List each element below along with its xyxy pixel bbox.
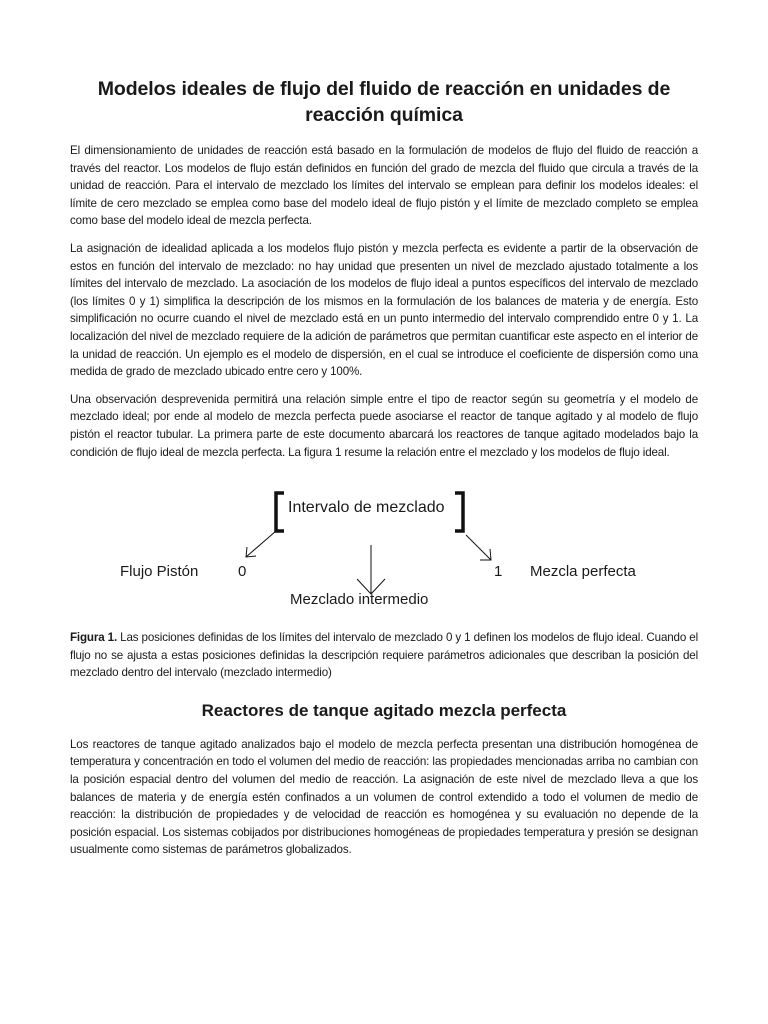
one-label: 1 xyxy=(494,563,503,581)
arrow-to-intermediate xyxy=(357,545,385,594)
intermediate-label: Mezclado intermedio xyxy=(290,591,429,609)
right-bracket xyxy=(455,493,463,531)
paragraph-1: El dimensionamiento de unidades de reacción está basado en la formulación de modelos de flujo del fluido de reacción a través del reactor. Los modelos de flujo están definidos en función del grado de mezcla del fluido que circula a través de la unidad de reacción. Para el intervalo de mezclado los límites del intervalo se emplean para definir los modelos ideales: el límite de cero mezclado se emplea como base del modelo ideal de flujo pistón y el límite de mezclado completo se emplea como base del modelo ideal de mezcla perfecta. xyxy=(70,144,698,228)
arrow-to-zero xyxy=(246,531,276,557)
paragraph-3: Una observación desprevenida permitirá una relación simple entre el tipo de reactor según su geometría y el modelo de mezclado ideal; por ende al modelo de mezcla perfecta puede asociarse el reactor de tanque agitado y al modelo de flujo pistón el reactor tubular. La primera parte de este documento abarcará los reactores de tanque agitado modelados bajo la condición de flujo ideal de mezcla perfecta. La figura 1 resume la relación entre el mezclado y los modelos de flujo ideal. xyxy=(70,392,698,459)
document-title: Modelos ideales de flujo del fluido de reacción en unidades de reacción química xyxy=(97,78,671,126)
paragraph-2: La asignación de idealidad aplicada a los modelos flujo pistón y mezcla perfecta es evidente a partir de la observación de estos en función del intervalo de mezclado: no hay unidad que presenten un nivel de mezclado ajustado totalmente a los límites del intervalo de mezclado. La asociación de los modelos de flujo ideal a puntos específicos del intervalo de mezclado (los límites 0 y 1) simplifica la descripción de los mismos en la formulación de los balances de materia y de energía. Esto simplificación no ocurre cuando el nivel de mezclado está en un punto intermedio del intervalo comprendido entre 0 y 1. La localización del nivel de mezclado requiere de la adición de parámetros que permitan cuantificar este aspecto en el interior de la unidad de reacción. Un ejemplo es el modelo de dispersión, en el cual se introduce el coeficiente de dispersión como una medida de grado de mezclado ubicado entre cero y 100%. xyxy=(70,241,698,379)
document-page xyxy=(70,76,698,869)
section-paragraph: Los reactores de tanque agitado analizados bajo el modelo de mezcla perfecta presentan una distribución homogénea de temperatura y concentración en todo el volumen del medio de reacción: las propiedades mencionadas arriba no cambian con la posición espacial dentro del volumen del medio de reacción. La asignación de este nivel de mezclado lleva a que los balances de materia y de energía estén confinados a un volumen de control extendido a todo el volumen de medio de reacción: la distribución de propiedades y de velocidad de reacción es homogénea y su evaluación no depende de la posición espacial. Los sistemas cobijados por distribuciones homogéneas de propiedades temperatura y presión se designan usualmente como sistemas de parámetros globalizados. xyxy=(70,737,698,857)
figure-caption-text: Las posiciones definidas de los límites del intervalo de mezclado 0 y 1 definen los modelos de flujo ideal. Cuando el flujo no se ajusta a estas posiciones definidas la descripción requiere parámetros adicionales que describan la posición del mezclado dentro del intervalo (mezclado intermedio) xyxy=(70,631,698,680)
left-bracket xyxy=(276,493,284,531)
plug-flow-label: Flujo Pistón xyxy=(120,563,199,581)
perfect-mix-label: Mezcla perfecta xyxy=(530,563,636,581)
mixing-interval-diagram xyxy=(70,481,698,621)
figure-caption xyxy=(70,629,698,682)
interval-label: Intervalo de mezclado xyxy=(288,499,445,517)
zero-label: 0 xyxy=(238,563,247,581)
arrow-to-one xyxy=(466,535,491,560)
section-title: Reactores de tanque agitado mezcla perfecta xyxy=(201,700,567,720)
figure-caption-label: Figura 1. xyxy=(70,631,118,645)
